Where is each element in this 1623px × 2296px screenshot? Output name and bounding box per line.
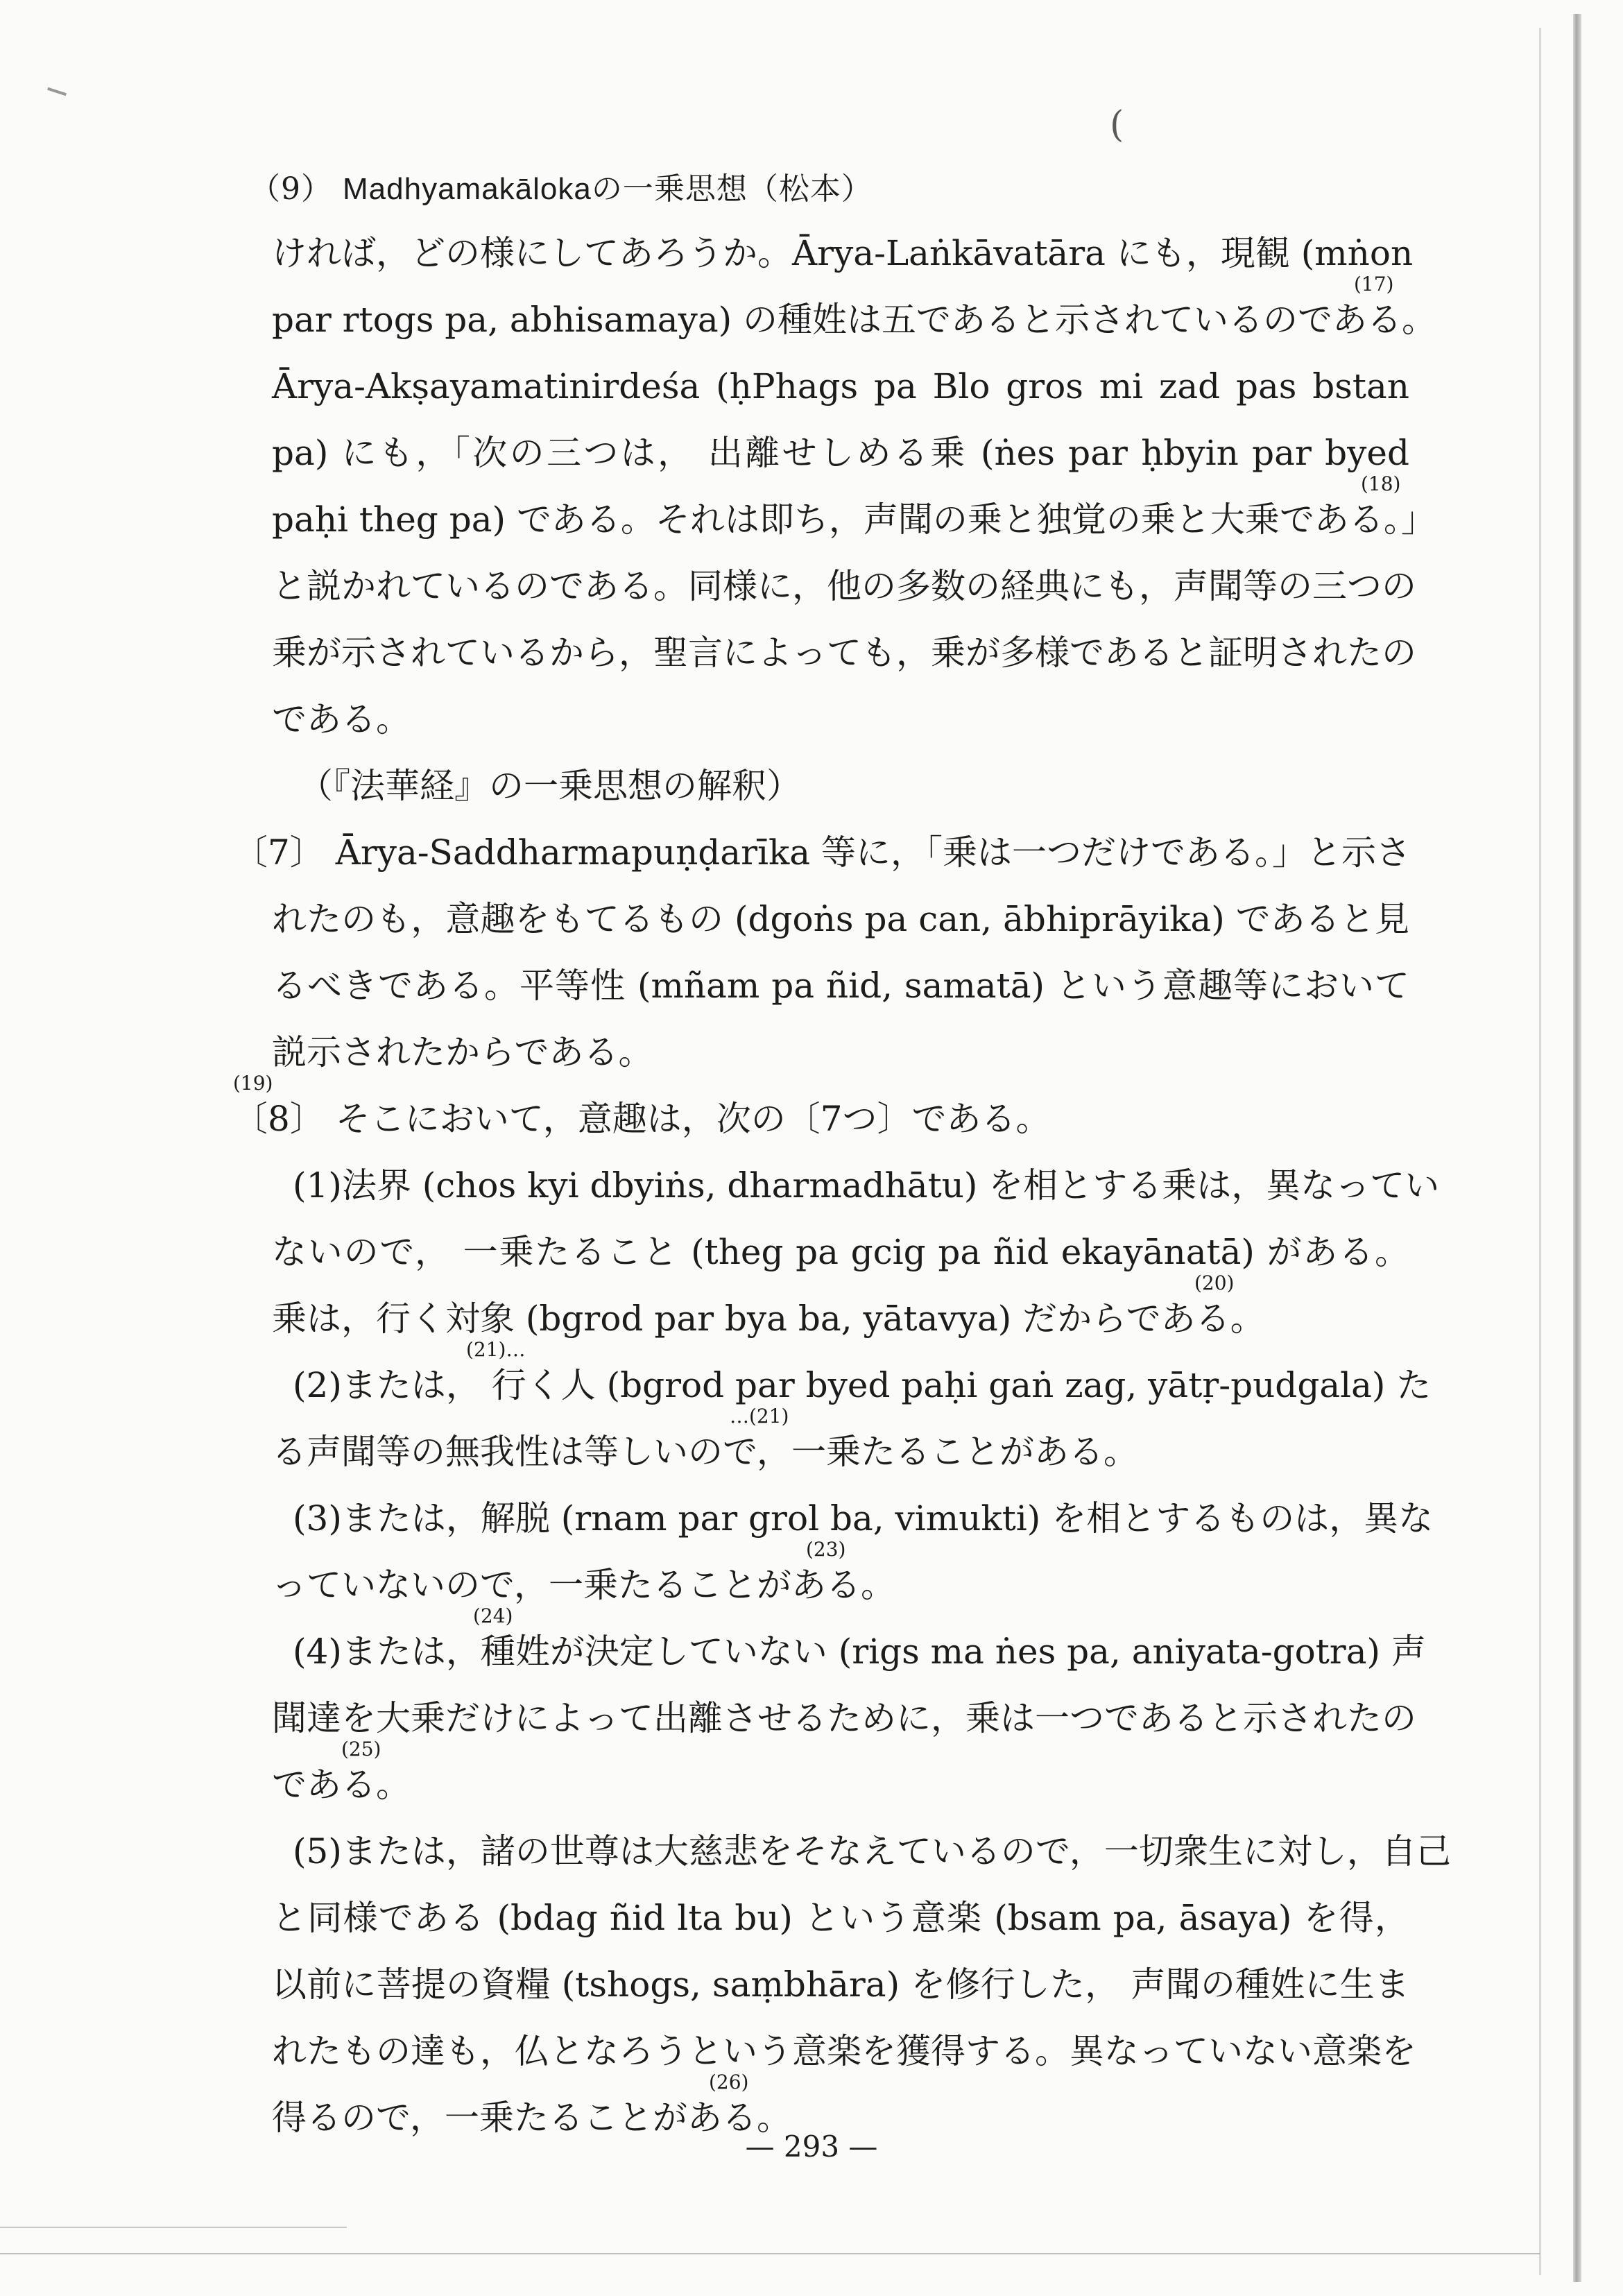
- scan-rule-short: [0, 2227, 347, 2228]
- text-line: [272, 1032, 1409, 1072]
- page-number: — 293 —: [745, 2130, 878, 2164]
- footnote-marker: (18): [1361, 472, 1401, 495]
- line-text: pa) にも，「次の三つは， 出離せしめる乗 (ṅes par ḥbyin par byed: [272, 433, 1409, 473]
- text-line: [272, 273, 1437, 340]
- text-line: [293, 1831, 1451, 1871]
- line-text: 聞達を大乗だけによって出離させるために，乗は一つであると示されたの: [272, 1698, 1416, 1738]
- text-line: [272, 366, 1409, 406]
- line-text: 得るので，一乗たることがある。: [272, 2098, 791, 2138]
- line-text: と説かれているのである。同様に，他の多数の経典にも，声聞等の三つの: [272, 566, 1416, 606]
- footnote-marker: (20): [1194, 1271, 1235, 1294]
- footnote-marker: (25): [341, 1738, 381, 1760]
- stray-mark: (: [1110, 104, 1124, 146]
- footnote-marker: (26): [709, 2071, 749, 2093]
- line-text: 乗が示されているから，聖言によっても，乗が多様であると証明されたの: [272, 633, 1416, 673]
- header-latin-title: Madhyamakāloka: [343, 172, 592, 206]
- text-line: [272, 233, 1414, 273]
- line-text: (5)または，諸の世尊は大慈悲をそなえているので，一切衆生に対し，自己: [293, 1831, 1451, 1871]
- text-line: [272, 699, 1409, 739]
- line-text: (2)または， 行く人 (bgrod par byed paḥi gaṅ zag, yātṛ-pudgala) た: [293, 1365, 1432, 1405]
- line-text: る声聞等の無我性は等しいので，一乗たることがある。: [272, 1432, 1138, 1472]
- line-text: par rtogs pa, abhisamaya) の種姓は五であると示されているのである。: [272, 300, 1437, 340]
- line-text: (1)法界 (chos kyi dbyiṅs, dharmadhātu) を相とする乗は，異なってい: [293, 1165, 1440, 1206]
- text-line: [272, 2031, 1416, 2071]
- line-text: っていないので，一乗たることがある。: [272, 1565, 895, 1605]
- text-line: [272, 1232, 1409, 1272]
- text-line: [293, 1604, 1426, 1672]
- line-text: 〔8〕 そこにおいて，意趣は，次の〔7つ〕である。: [233, 1099, 1051, 1139]
- line-text: 以前に菩提の資糧 (tshogs, saṃbhāra) を修行した， 声聞の種姓に生ま: [272, 1964, 1409, 2005]
- text-line: [272, 1698, 1416, 1738]
- text-line: [293, 1338, 1432, 1405]
- section-number: （9）: [250, 171, 332, 207]
- line-text: である。: [272, 699, 411, 739]
- footnote-marker: (21)…: [466, 1338, 526, 1361]
- line-text: ないので， 一乗たること (theg pa gcig pa ñid ekayānatā) がある。: [272, 1232, 1409, 1272]
- text-line: [272, 1738, 1409, 1805]
- footnote-marker: …(21): [730, 1405, 789, 1428]
- running-header: [250, 164, 873, 208]
- text-line: [233, 1072, 1409, 1139]
- text-line: [272, 566, 1416, 606]
- scan-edge-shadow: [1539, 28, 1541, 2275]
- line-text: Ārya-Akṣayamatinirdeśa (ḥPhags pa Blo gros mi zad pas bstan: [272, 366, 1409, 406]
- line-text: れたもの達も，仏となろうという意楽を獲得する。異なっていない意楽を: [272, 2031, 1416, 2071]
- scan-edge: [1573, 14, 1581, 2282]
- text-line: [293, 1165, 1440, 1206]
- text-line: [272, 1898, 1409, 1938]
- text-line: [272, 1964, 1409, 2005]
- footnote-marker: (17): [1354, 273, 1394, 295]
- body-text: [233, 233, 1451, 2167]
- text-line: [233, 832, 1411, 873]
- text-line: [298, 766, 1409, 806]
- line-text: ければ，どの様にしてあろうか。Ārya-Laṅkāvatāra にも，現観 (mṅon: [272, 233, 1414, 273]
- footnote-marker: (19): [233, 1072, 273, 1095]
- line-text: るべきである。平等性 (mñam pa ñid, samatā) という意趣等において: [272, 966, 1409, 1006]
- line-text: （『法華経』の一乗思想の解釈）: [298, 766, 801, 806]
- line-text: 〔7〕 Ārya-Saddharmapuṇḍarīka 等に，「乗は一つだけである。」と示さ: [233, 832, 1411, 873]
- line-text: (3)または，解脱 (rnam par grol ba, vimukti) を相とするものは，異な: [293, 1498, 1434, 1539]
- header-title-rest: の一乗思想（松本）: [591, 171, 873, 207]
- line-text: である。: [272, 1765, 411, 1805]
- text-line: [272, 433, 1409, 473]
- text-line: [272, 966, 1409, 1006]
- line-text: と同様である (bdag ñid lta bu) という意楽 (bsam pa, āsaya) を得，: [272, 1898, 1409, 1938]
- line-text: 乗は，行く対象 (bgrod par bya ba, yātavya) だからである。: [272, 1299, 1265, 1339]
- text-line: [272, 1405, 1409, 1472]
- line-text: (4)または，種姓が決定していない (rigs ma ṅes pa, aniyata-gotra) 声: [293, 1631, 1426, 1672]
- text-line: [272, 1271, 1409, 1339]
- text-line: [272, 633, 1416, 673]
- scan-rule: [0, 2253, 1540, 2254]
- line-text: 説示されたからである。: [272, 1032, 653, 1072]
- footnote-marker: (23): [806, 1538, 846, 1561]
- line-text: paḥi theg pa) である。それは即ち，声聞の乗と独覚の乗と大乗である。」: [272, 499, 1436, 540]
- scan-speck: [47, 87, 67, 96]
- text-line: [272, 899, 1409, 939]
- text-line: [293, 1498, 1434, 1539]
- line-text: れたのも，意趣をもてるもの (dgoṅs pa can, ābhiprāyika) であると見: [272, 899, 1409, 939]
- text-line: [272, 1538, 1409, 1605]
- text-line: [272, 472, 1436, 540]
- footnote-marker: (24): [473, 1604, 513, 1627]
